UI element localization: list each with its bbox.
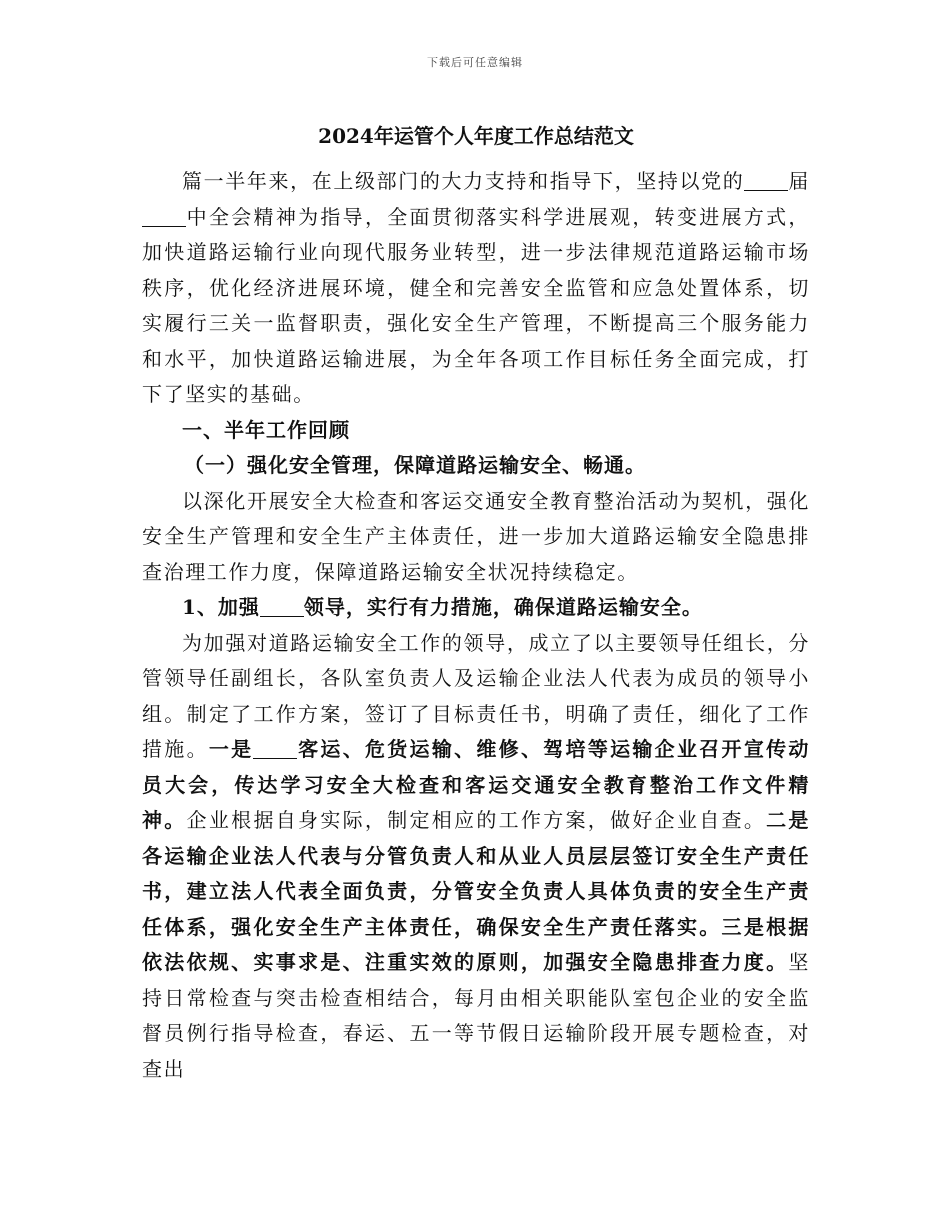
paragraph-safety: 以深化开展安全大检查和客运交通安全教育整治活动为契机，强化安全生产管理和安全生产主体责任，进一步加大道路运输安全隐患排查治理工作力度，保障道路运输安全状况持续稳定。 — [142, 488, 810, 584]
paragraph-leadership-part-c: 客运、危货运输、维修、驾培等运输企业召开宣传动员大会，传达学习安全大检查和客运交通安全教育整治工作文件精神。 — [142, 737, 810, 832]
paragraph-leadership-part-d: 企业根据自身实际，制定相应的工作方案，做好企业自查。 — [186, 808, 767, 832]
document-title: 2024年运管个人年度工作总结范文 — [318, 124, 634, 148]
paragraph-leadership-part-f: 坚持日常检查与突击检查相结合，每月由相关职能队室包企业的安全监督员例行指导检查，春运、五一等节假日运输阶段开展专题检查，对查出 — [142, 950, 810, 1081]
paragraph-leadership-part-b: 一是 — [208, 737, 254, 761]
fill-blank — [253, 738, 297, 759]
section-heading-review: 一、半年工作回顾 — [182, 417, 350, 442]
paragraph-intro-part-b: 届 — [788, 169, 810, 193]
item-heading-part-b: 领导，实行有力措施，确保道路运输安全。 — [303, 595, 703, 619]
document-body — [142, 118, 810, 1087]
paragraph-leadership-part-a: 为加强对道路运输安全工作的领导，成立了以主要领导任组长，分管领导任副组长，各队室负责人及运输企业法人代表为成员的领导小组。制定了工作方案，签订了目标责任书，明确了责任，细化了工作措施。 — [142, 630, 810, 761]
subsection-heading-safety: （一）强化安全管理，保障道路运输安全、畅通。 — [184, 453, 646, 477]
fill-blank — [142, 206, 186, 227]
item-heading-part-a: 1、加强 — [182, 595, 260, 619]
fill-blank — [260, 596, 304, 617]
fill-blank — [744, 170, 788, 191]
item-heading-leadership — [142, 590, 810, 626]
paragraph-intro-part-c: 中全会精神为指导，全面贯彻落实科学进展观，转变进展方式，加快道路运输行业向现代服务业转型，进一步法律规范道路运输市场秩序，优化经济进展环境，健全和完善安全监管和应急处置体系，切实履行三关一监督职责，强化安全生产管理，不断提高三个服务能力和水平，加快道路运输进展，为全年各项工作目标任务全面完成，打下了坚实的基础。 — [142, 204, 810, 406]
paragraph-intro — [142, 164, 810, 413]
paragraph-leadership-part-e: 二是各运输企业法人代表与分管负责人和从业人员层层签订安全生产责任书，建立法人代表全面负责，分管安全负责人具体负责的安全生产责任体系，强化安全生产主体责任，确保安全生产责任落实。三是根据依法依规、实事求是、注重实效的原则，加强安全隐患排查力度。 — [142, 808, 811, 974]
paragraph-intro-part-a: 篇一半年来，在上级部门的大力支持和指导下，坚持以党的 — [182, 169, 745, 193]
header-note: 下载后可任意编辑 — [427, 56, 523, 69]
paragraph-leadership — [142, 626, 810, 1088]
